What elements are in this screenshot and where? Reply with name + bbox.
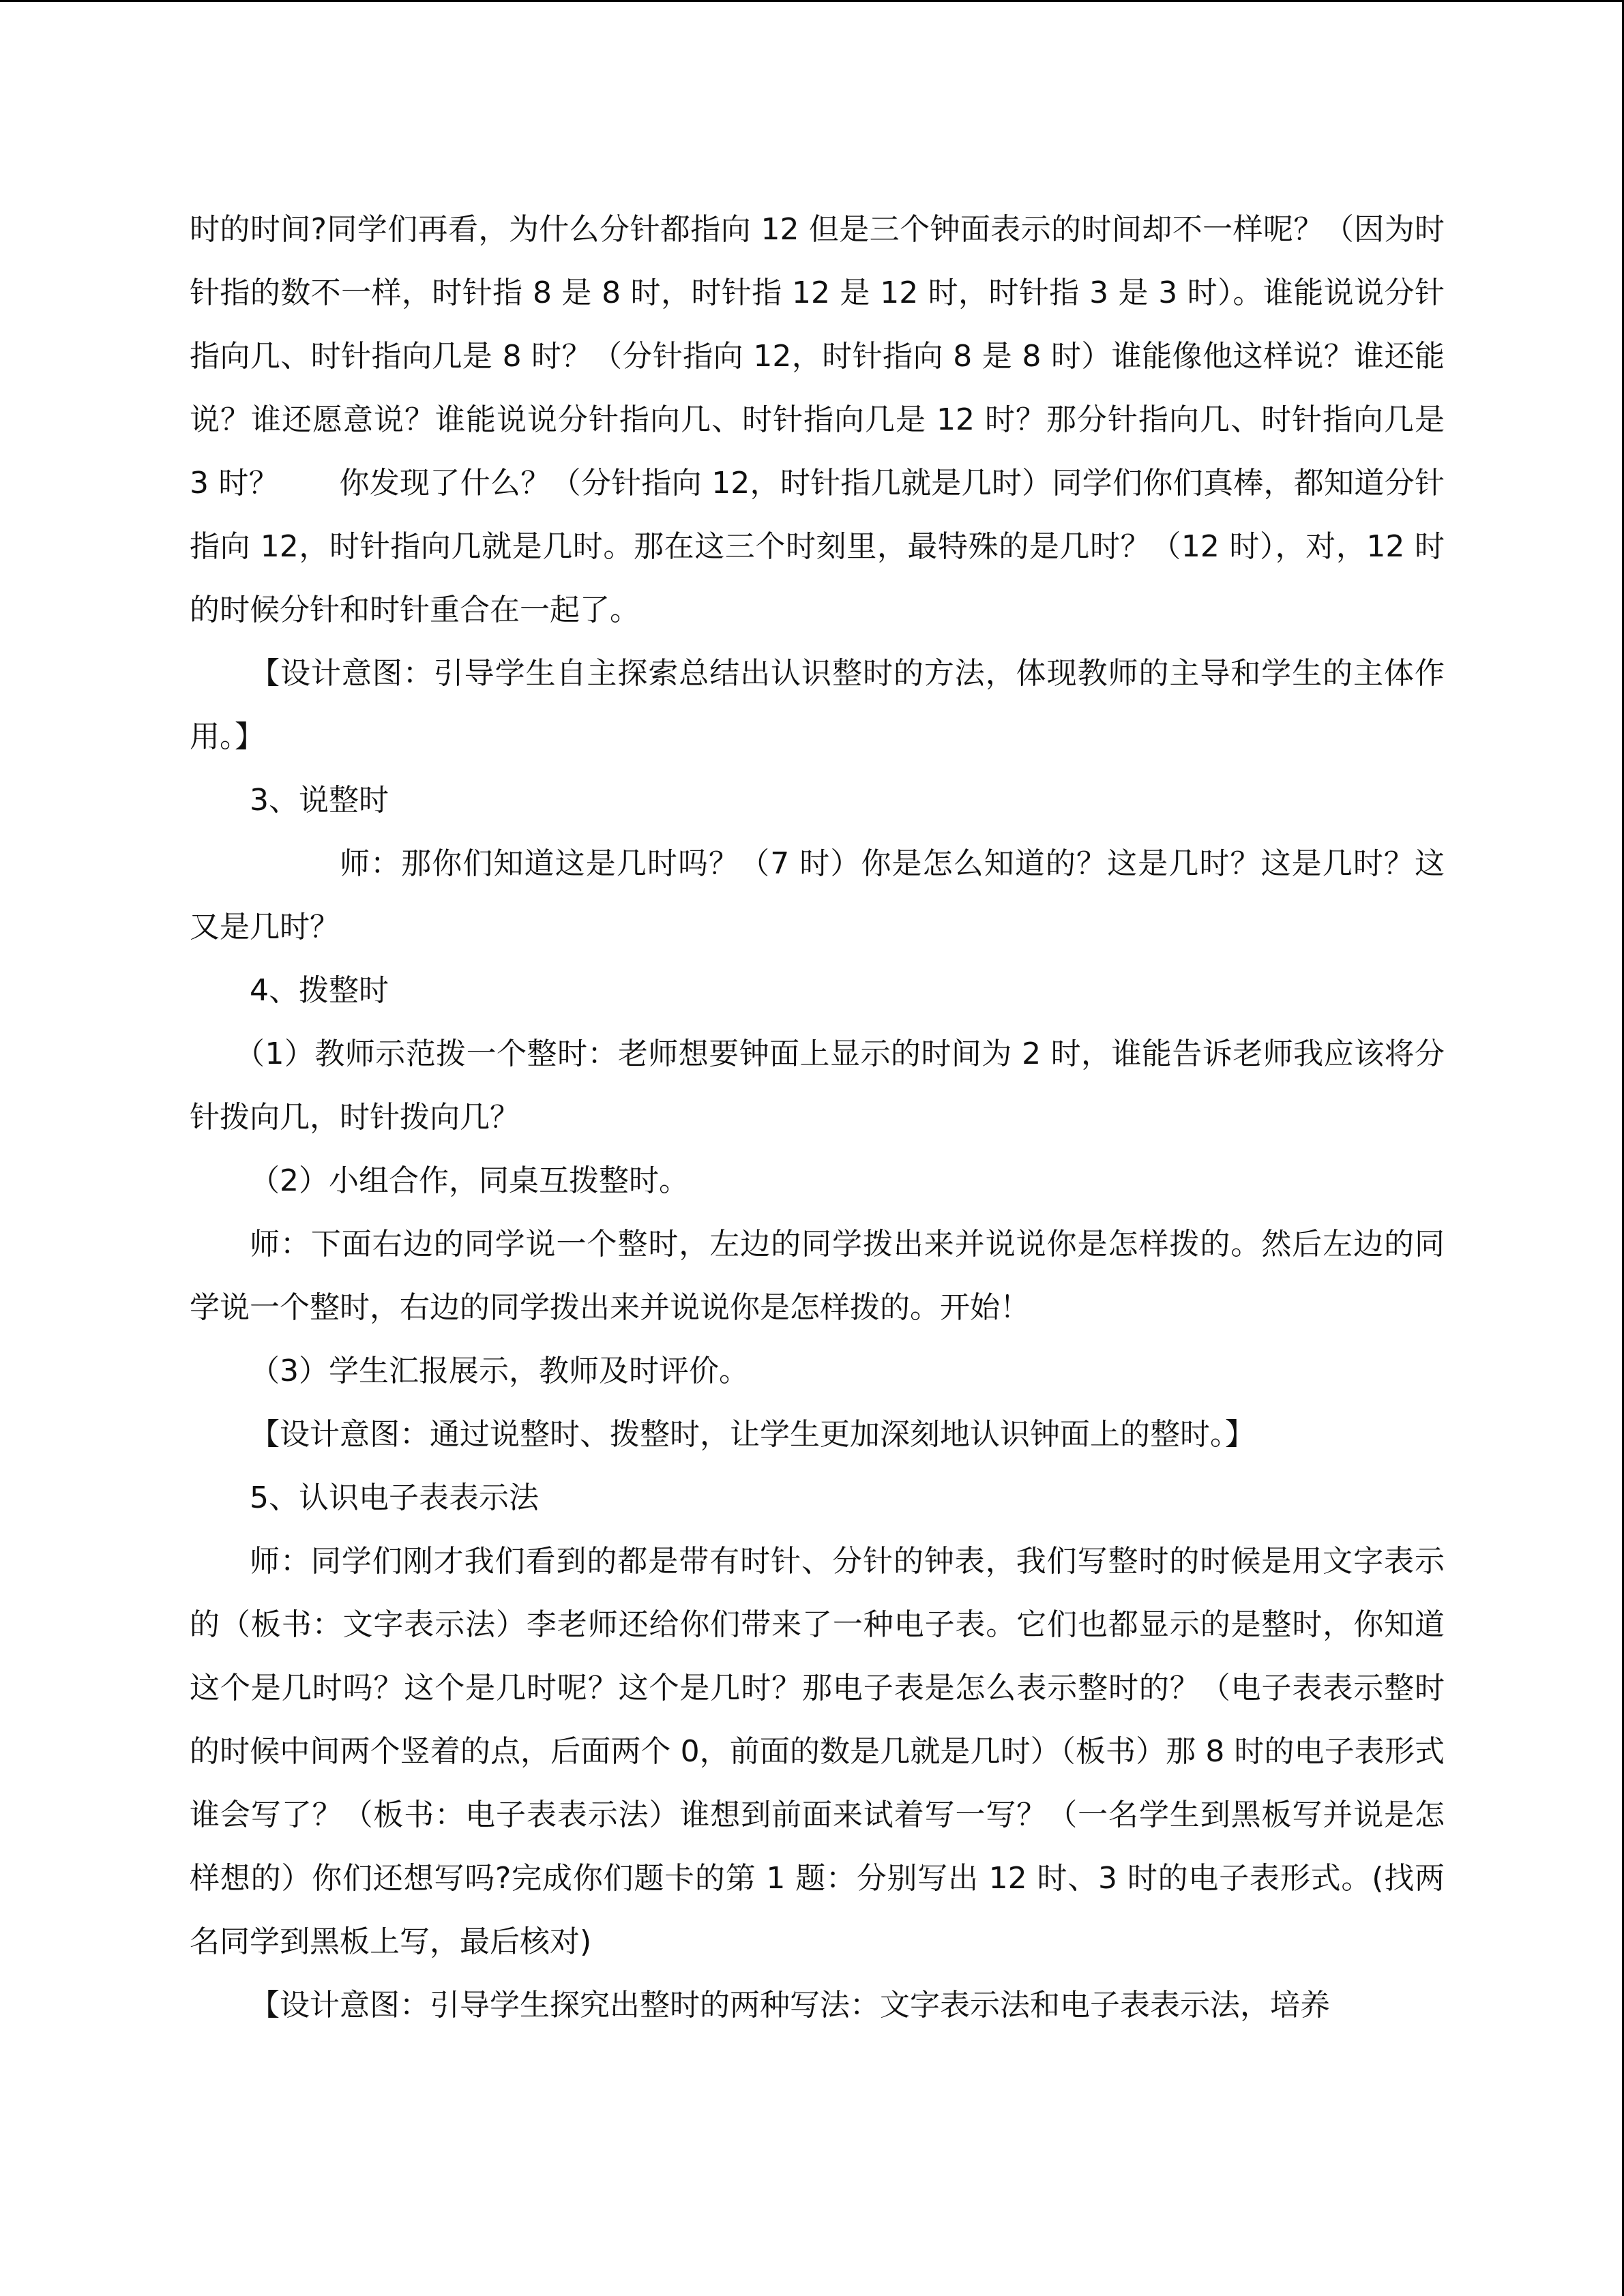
document-body: [190, 198, 1445, 2037]
paragraph-step-1: （1）教师示范拨一个整时：老师想要钟面上显示的时间为 2 时，谁能告诉老师我应该将分针拨向几，时针拨向几？: [190, 1037, 1445, 1135]
paragraph-digital-clock-dialogue: 师：同学们刚才我们看到的都是带有时针、分针的钟表，我们写整时的时候是用文字表示的（板书：文字表示法）李老师还给你们带来了一种电子表。它们也都显示的是整时，你知道这个是几时吗？这个是几时呢？这个是几时？那电子表是怎么表示整时的？（电子表表示整时的时候中间两个竖着的点，后面两个 0，前面的数是几就是几时）（板书）那 8 时的电子表形式谁会写了？（板书：电子表表示法）谁想到前面来试着写一写？（一名学生到黑板写并说是怎样想的）你们还想写吗?完成你们题卡的第 1 题：分别写出 12 时、3 时的电子表形式。(找两名同学到黑板上写，最后核对): [190, 1544, 1445, 1959]
section-heading-digital-clock: 5、认识电子表表示法: [250, 1480, 539, 1515]
paragraph-teacher-instruction: 师：下面右边的同学说一个整时，左边的同学拨出来并说说你是怎样拨的。然后左边的同学说一个整时，右边的同学拨出来并说说你是怎样拨的。开始！: [190, 1227, 1445, 1325]
section-heading-say-whole-hours: 3、说整时: [250, 783, 389, 818]
section-heading-set-whole-hours: 4、拨整时: [250, 973, 389, 1008]
paragraph-step-2: （2）小组合作，同桌互拨整时。: [250, 1163, 689, 1198]
paragraph-design-intent-3: 【设计意图：引导学生探究出整时的两种写法：文字表示法和电子表表示法，培养: [250, 1988, 1330, 2023]
page-top-border: [0, 0, 1624, 2]
paragraph-design-intent-2: 【设计意图：通过说整时、拨整时，让学生更加深刻地认识钟面上的整时。】: [250, 1417, 1255, 1452]
paragraph-design-intent-1: 【设计意图：引导学生自主探索总结出认识整时的方法，体现教师的主导和学生的主体作用。】: [190, 656, 1445, 754]
paragraph-teacher-question: 师：那你们知道这是几时吗？（7 时）你是怎么知道的？这是几时？这是几时？这又是几时？: [190, 846, 1445, 944]
paragraph-step-3: （3）学生汇报展示，教师及时评价。: [250, 1354, 749, 1388]
paragraph-dialogue-whole-hours: 时的时间?同学们再看，为什么分针都指向 12 但是三个钟面表示的时间却不一样呢？（因为时针指的数不一样，时针指 8 是 8 时，时针指 12 是 12 时，时针指 3 是 3 时）。谁能说说分针指向几、时针指向几是 8 时？（分针指向 12，时针指向 8 是 8 时）谁能像他这样说？谁还能说？谁还愿意说？谁能说说分针指向几、时针指向几是 12 时？那分针指向几、时针指向几是 3 时？ 你发现了什么？（分针指向 12，时针指几就是几时）同学们你们真棒，都知道分针指向 12，时针指向几就是几时。那在这三个时刻里，最特殊的是几时？（12 时），对，12 时的时候分针和时针重合在一起了。: [190, 212, 1445, 627]
